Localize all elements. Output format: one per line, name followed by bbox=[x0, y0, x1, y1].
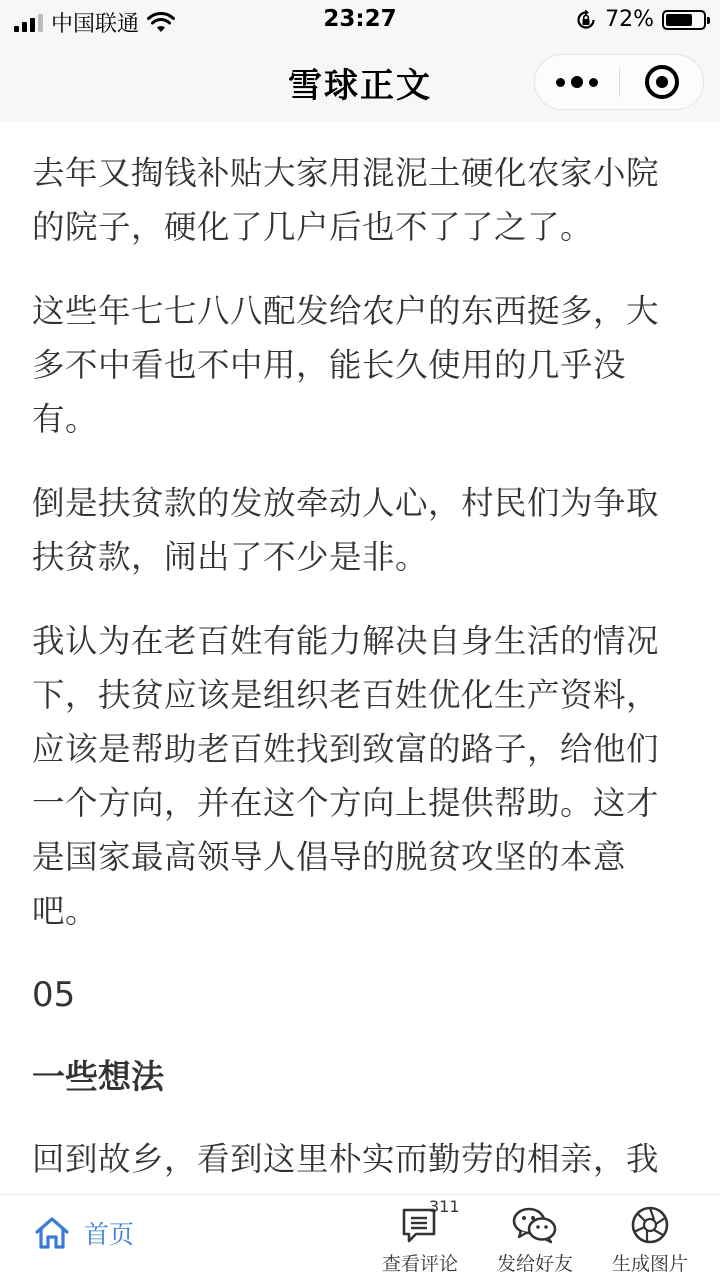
rotation-lock-icon bbox=[575, 9, 597, 31]
bottom-bar bbox=[0, 1194, 720, 1280]
article-paragraph: 回到故乡，看到这里朴实而勤劳的相亲，我 bbox=[32, 1140, 660, 1178]
more-dot-icon bbox=[571, 76, 583, 88]
more-button[interactable] bbox=[535, 55, 619, 109]
wechat-icon bbox=[511, 1205, 559, 1245]
view-comments-label: 查看评论 bbox=[381, 1253, 458, 1275]
nav-bar bbox=[0, 40, 720, 122]
send-to-friend-label: 发给好友 bbox=[496, 1253, 573, 1275]
more-dot-icon bbox=[589, 78, 598, 87]
home-button[interactable] bbox=[34, 1215, 134, 1251]
article-paragraph: 这些年七七八八配发给农户的东西挺多，大多不中看也不中用，能长久使用的几乎没有。 bbox=[32, 292, 660, 438]
article-body[interactable] bbox=[0, 122, 720, 1194]
battery-percent: 72% bbox=[605, 7, 654, 32]
generate-image-button[interactable] bbox=[595, 1203, 705, 1276]
article-paragraph: 我认为在老百姓有能力解决自身生活的情况下，扶贫应该是组织老百姓优化生产资料，应该是帮助老百姓找到致富的路子，给他们一个方向，并在这个方向上提供帮助。这才是国家最高领导人倡导的脱贫攻坚的本意吧。 bbox=[32, 622, 660, 930]
section-title: 一些想法 bbox=[32, 1057, 164, 1096]
view-comments-button[interactable] bbox=[365, 1197, 475, 1276]
status-right bbox=[575, 7, 706, 32]
status-bar bbox=[0, 0, 720, 40]
generate-image-label: 生成图片 bbox=[611, 1253, 688, 1275]
battery-fill bbox=[666, 14, 692, 26]
status-time: 23:27 bbox=[323, 6, 397, 32]
carrier-label: 中国联通 bbox=[51, 12, 140, 37]
article-paragraph: 倒是扶贫款的发放牵动人心，村民们为争取扶贫款，闹出了不少是非。 bbox=[32, 484, 660, 576]
home-icon bbox=[34, 1216, 70, 1250]
close-button[interactable] bbox=[620, 55, 703, 109]
comment-count-badge: 311 bbox=[429, 1197, 460, 1216]
section-number: 05 bbox=[32, 975, 76, 1015]
page-title: 雪球正文 bbox=[288, 66, 432, 106]
send-to-friend-button[interactable] bbox=[480, 1203, 590, 1276]
article-paragraph: 去年又掏钱补贴大家用混泥土硬化农家小院的院子，硬化了几户后也不了了之了。 bbox=[32, 154, 660, 246]
home-label: 首页 bbox=[84, 1220, 135, 1249]
target-icon bbox=[645, 65, 679, 99]
more-dot-icon bbox=[556, 78, 565, 87]
aperture-icon bbox=[630, 1205, 670, 1245]
battery-icon bbox=[662, 10, 706, 30]
mini-program-capsule bbox=[534, 54, 704, 110]
